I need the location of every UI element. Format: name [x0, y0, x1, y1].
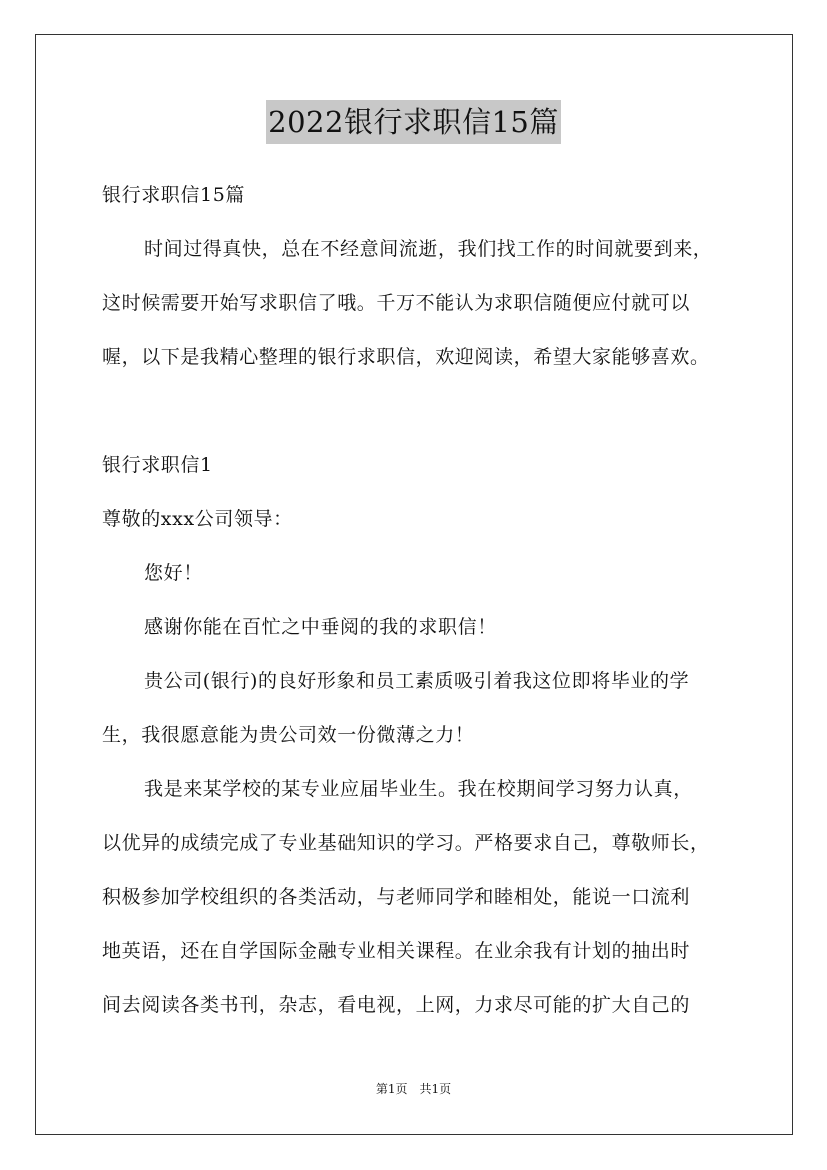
- title-container: [0, 100, 827, 144]
- subtitle: 银行求职信15篇: [102, 184, 245, 206]
- paragraph-line: 地英语，还在自学国际金融专业相关课程。在业余我有计划的抽出时: [102, 940, 691, 962]
- document-body: [102, 168, 742, 1032]
- page-total: 共1页: [419, 1082, 452, 1096]
- page-footer: [0, 1080, 827, 1098]
- paragraph-line: 我是来某学校的某专业应届毕业生。我在校期间学习努力认真，: [144, 778, 693, 800]
- paragraph-gap: [102, 384, 742, 438]
- paragraph-line: 生，我很愿意能为贵公司效一份微薄之力！: [102, 724, 475, 746]
- intro-line: 喔，以下是我精心整理的银行求职信，欢迎阅读，希望大家能够喜欢。: [102, 346, 710, 368]
- paragraph-line: 以优异的成绩完成了专业基础知识的学习。严格要求自己，尊敬师长，: [102, 832, 710, 854]
- salutation: 尊敬的xxx公司领导：: [102, 508, 293, 530]
- paragraph-line: 间去阅读各类书刊，杂志，看电视，上网，力求尽可能的扩大自己的: [102, 994, 691, 1016]
- section-heading: 银行求职信1: [102, 454, 213, 476]
- paragraph-line: 积极参加学校组织的各类活动，与老师同学和睦相处，能说一口流利: [102, 886, 691, 908]
- intro-line: 时间过得真快，总在不经意间流逝，我们找工作的时间就要到来，: [144, 238, 713, 260]
- page-number: 第1页: [375, 1082, 408, 1096]
- thanks-line: 感谢你能在百忙之中垂阅的我的求职信！: [144, 616, 497, 638]
- document-title: 2022银行求职信15篇: [266, 100, 561, 144]
- intro-line: 这时候需要开始写求职信了哦。千万不能认为求职信随便应付就可以: [102, 292, 691, 314]
- paragraph-line: 贵公司(银行)的良好形象和员工素质吸引着我这位即将毕业的学: [144, 670, 690, 692]
- greeting: 您好！: [144, 562, 203, 584]
